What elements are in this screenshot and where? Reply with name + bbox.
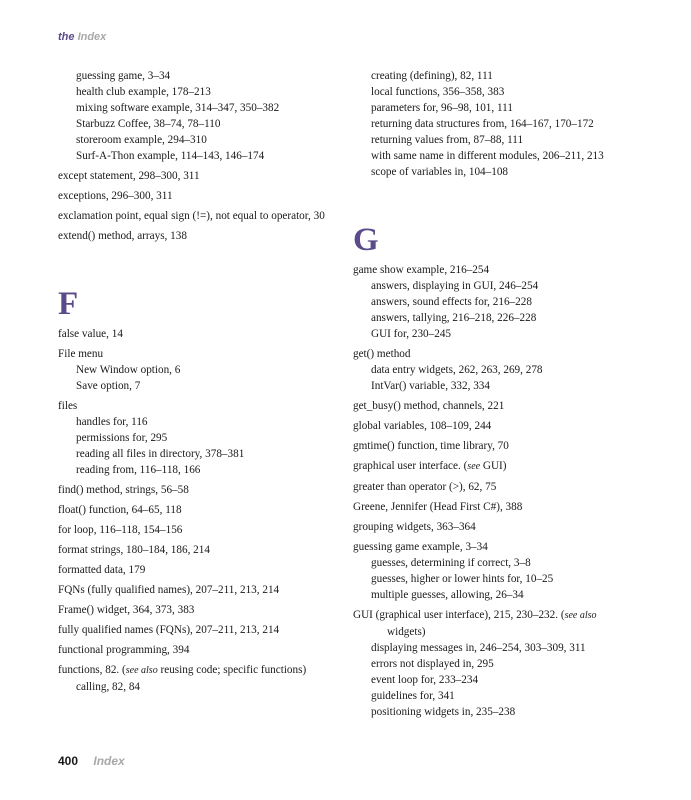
index-entry: formatted data, 179 (58, 564, 146, 576)
index-subentry: Surf-A-Thon example, 114–143, 146–174 (76, 150, 265, 162)
index-entry: except statement, 298–300, 311 (58, 170, 200, 182)
index-entry: grouping widgets, 363–364 (353, 521, 476, 533)
index-entry (353, 458, 635, 475)
index-subentry: answers, displaying in GUI, 246–254 (371, 280, 539, 292)
header-the: the (58, 31, 75, 43)
index-subentry: local functions, 356–358, 383 (371, 86, 505, 98)
index-subentry: New Window option, 6 (76, 364, 181, 376)
index-entry: get() method (353, 348, 411, 360)
index-entry: exclamation point, equal sign (!=), not equal to operator, 30 (58, 210, 325, 222)
index-subentry: errors not displayed in, 295 (371, 658, 494, 670)
index-entry: Greene, Jennifer (Head First C#), 388 (353, 501, 523, 513)
index-entry: game show example, 216–254 (353, 264, 490, 276)
index-subentry: creating (defining), 82, 111 (371, 70, 493, 82)
index-subentry: event loop for, 233–234 (371, 674, 479, 686)
index-subentry: guidelines for, 341 (371, 690, 455, 702)
header-index: Index (77, 31, 107, 43)
index-subentry: Starbuzz Coffee, 38–74, 78–110 (76, 118, 221, 130)
index-subentry: multiple guesses, allowing, 26–34 (371, 589, 524, 601)
index-column-right (353, 68, 635, 720)
index-entry: greater than operator (>), 62, 75 (353, 481, 497, 493)
index-entry: guessing game example, 3–34 (353, 541, 488, 553)
page-footer (58, 754, 125, 768)
index-entry: global variables, 108–109, 244 (353, 420, 492, 432)
index-subentry: displaying messages in, 246–254, 303–309, 311 (371, 642, 586, 654)
index-subentry: scope of variables in, 104–108 (371, 166, 509, 178)
running-header (58, 31, 106, 43)
index-subentry: calling, 82, 84 (76, 681, 141, 693)
index-subentry: answers, tallying, 216–218, 226–228 (371, 312, 537, 324)
index-entry: fully qualified names (FQNs), 207–211, 213, 214 (58, 624, 280, 636)
entry-text: widgets) (387, 626, 426, 638)
index-entry: functional programming, 394 (58, 644, 190, 656)
see-reference: see also (125, 665, 158, 676)
index-entry: extend() method, arrays, 138 (58, 230, 187, 242)
index-entry: Frame() widget, 364, 373, 383 (58, 604, 195, 616)
see-reference: see (467, 461, 481, 472)
section-letter-g: G (353, 222, 379, 258)
index-subentry: mixing software example, 314–347, 350–382 (76, 102, 280, 114)
page-number: 400 (58, 754, 79, 768)
index-entry: File menu (58, 348, 104, 360)
index-subentry: permissions for, 295 (76, 432, 168, 444)
index-entry: find() method, strings, 56–58 (58, 484, 189, 496)
index-subentry: guessing game, 3–34 (76, 70, 171, 82)
entries-e-continued (58, 68, 340, 244)
entry-text: graphical user interface. ( (353, 460, 468, 472)
index-subentry: health club example, 178–213 (76, 86, 211, 98)
index-subentry: reading from, 116–118, 166 (76, 464, 201, 476)
index-subentry: positioning widgets in, 235–238 (371, 706, 516, 718)
index-entry: exceptions, 296–300, 311 (58, 190, 173, 202)
index-subentry: guesses, higher or lower hints for, 10–25 (371, 573, 554, 585)
index-entry: get_busy() method, channels, 221 (353, 400, 505, 412)
index-entry: float() function, 64–65, 118 (58, 504, 182, 516)
index-subentry: returning data structures from, 164–167, 170–172 (371, 118, 594, 130)
index-subentry: data entry widgets, 262, 263, 269, 278 (371, 364, 543, 376)
index-entry: false value, 14 (58, 328, 123, 340)
index-entry (353, 607, 635, 640)
entry-text: reusing code; specific functions) (157, 664, 307, 676)
index-entry: for loop, 116–118, 154–156 (58, 524, 183, 536)
index-subentry: Save option, 7 (76, 380, 141, 392)
footer-label: Index (93, 754, 125, 768)
index-entry: gmtime() function, time library, 70 (353, 440, 509, 452)
index-subentry: returning values from, 87–88, 111 (371, 134, 524, 146)
index-entry: files (58, 400, 78, 412)
index-subentry: guesses, determining if correct, 3–8 (371, 557, 531, 569)
index-subentry: answers, sound effects for, 216–228 (371, 296, 532, 308)
entry-text: GUI) (480, 460, 507, 472)
index-subentry: with same name in different modules, 206–211, 213 (371, 150, 604, 162)
index-subentry: parameters for, 96–98, 101, 111 (371, 102, 513, 114)
index-subentry: reading all files in directory, 378–381 (76, 448, 245, 460)
index-subentry: IntVar() variable, 332, 334 (371, 380, 490, 392)
index-entry: format strings, 180–184, 186, 214 (58, 544, 210, 556)
entries-functions-continued (353, 68, 635, 180)
index-column-left (58, 68, 340, 695)
entries-g (353, 262, 635, 720)
entries-f (58, 326, 340, 695)
entry-text: GUI (graphical user interface), 215, 230–232. ( (353, 609, 565, 621)
index-subentry: storeroom example, 294–310 (76, 134, 207, 146)
index-subentry: handles for, 116 (76, 416, 148, 428)
index-entry: FQNs (fully qualified names), 207–211, 213, 214 (58, 584, 280, 596)
section-letter-f: F (58, 286, 79, 322)
entry-text: functions, 82. ( (58, 664, 126, 676)
index-subentry: GUI for, 230–245 (371, 328, 452, 340)
index-entry (58, 662, 340, 679)
see-reference: see also (564, 610, 597, 621)
